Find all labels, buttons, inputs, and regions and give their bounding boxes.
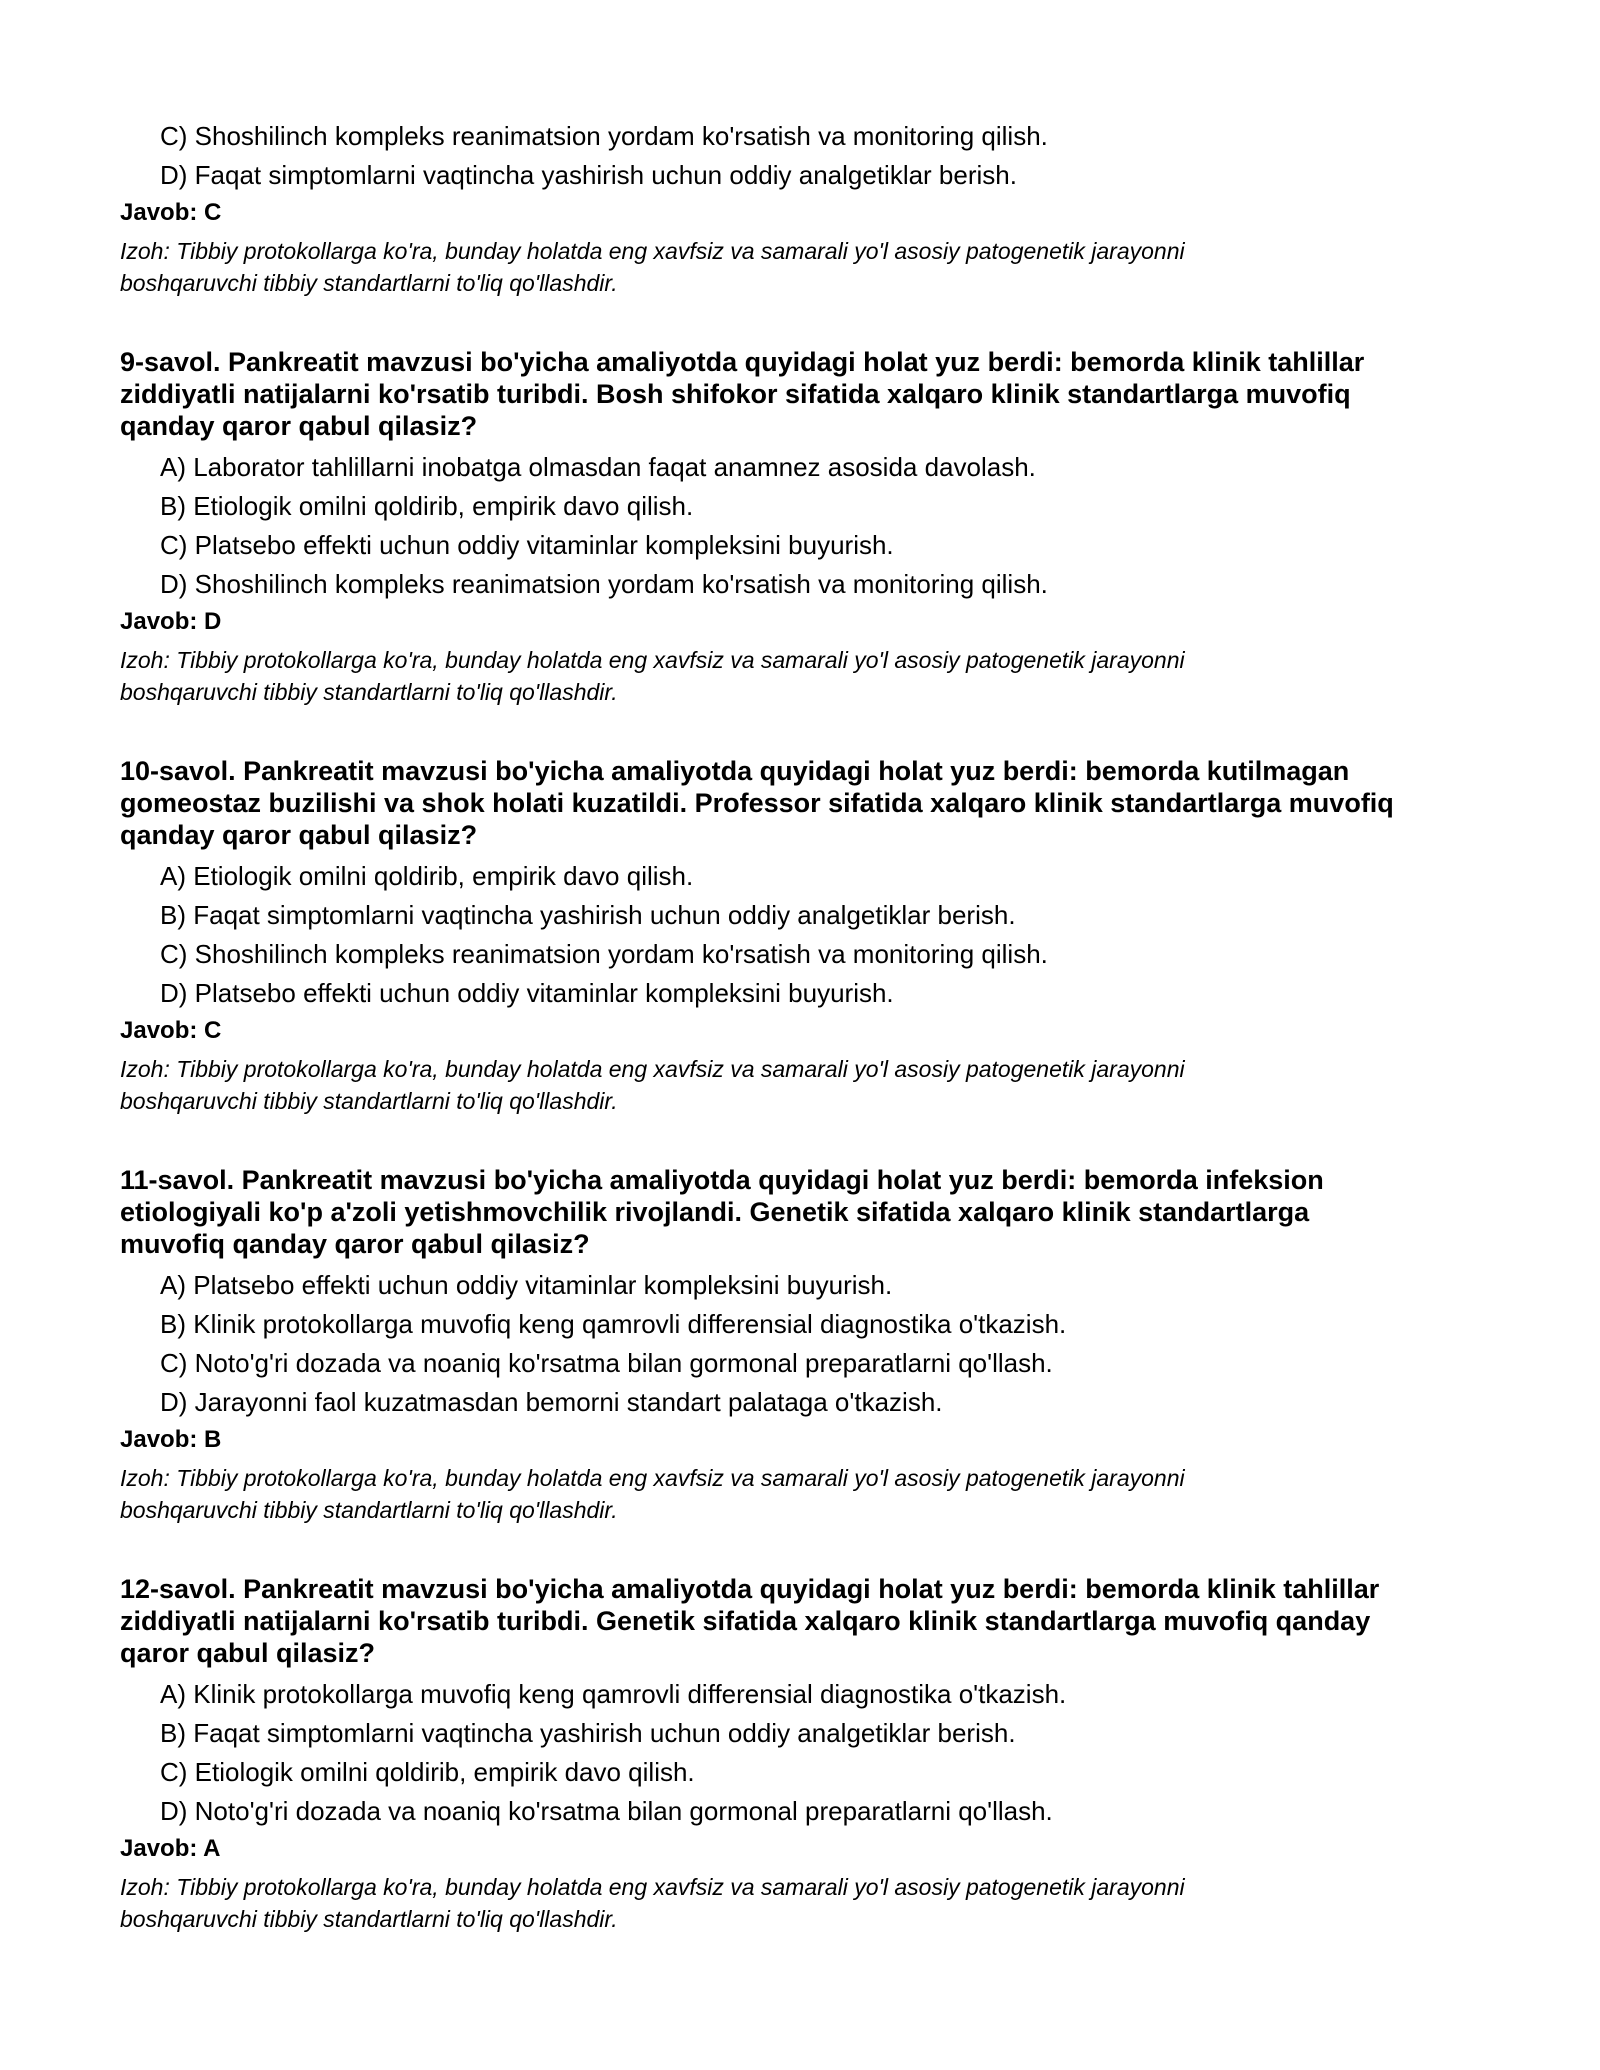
answer-label: Javob: A bbox=[120, 1835, 221, 1862]
option-b: B) Etiologik omilni qoldirib, empirik davo qilish. bbox=[160, 491, 694, 521]
note-line: Izoh: Tibbiy protokollarga ko'ra, bunday holatda eng xavfsiz va samarali yo'l asosiy patogenetik jarayonni bbox=[120, 647, 1185, 673]
question-line: qanday qaror qabul qilasiz? bbox=[120, 411, 478, 441]
question-11 bbox=[120, 1164, 1500, 1526]
option-b: B) Faqat simptomlarni vaqtincha yashirish uchun oddiy analgetiklar berish. bbox=[160, 900, 1016, 930]
note-line: Izoh: Tibbiy protokollarga ko'ra, bunday holatda eng xavfsiz va samarali yo'l asosiy patogenetik jarayonni bbox=[120, 238, 1185, 264]
question-line: gomeostaz buzilishi va shok holati kuzatildi. Professor sifatida xalqaro klinik standartlarga muvofiq bbox=[120, 788, 1394, 818]
option-c: C) Shoshilinch kompleks reanimatsion yordam ko'rsatish va monitoring qilish. bbox=[160, 939, 1048, 969]
question-line: qaror qabul qilasiz? bbox=[120, 1638, 376, 1668]
question-10 bbox=[120, 755, 1500, 1117]
note-line: Izoh: Tibbiy protokollarga ko'ra, bunday holatda eng xavfsiz va samarali yo'l asosiy patogenetik jarayonni bbox=[120, 1465, 1185, 1491]
note-line: boshqaruvchi tibbiy standartlarni to'liq qo'llashdir. bbox=[120, 1497, 618, 1523]
note-line: boshqaruvchi tibbiy standartlarni to'liq qo'llashdir. bbox=[120, 1088, 618, 1114]
option-b: B) Klinik protokollarga muvofiq keng qamrovli differensial diagnostika o'tkazish. bbox=[160, 1309, 1067, 1339]
question-line: 11-savol. Pankreatit mavzusi bo'yicha amaliyotda quyidagi holat yuz berdi: bemorda infeksion bbox=[120, 1165, 1324, 1195]
question-line: 12-savol. Pankreatit mavzusi bo'yicha amaliyotda quyidagi holat yuz berdi: bemorda klinik tahlillar bbox=[120, 1574, 1380, 1604]
question-text bbox=[120, 346, 1500, 442]
option-a: A) Platsebo effekti uchun oddiy vitaminlar kompleksini buyurish. bbox=[160, 1270, 893, 1300]
option-d: D) Shoshilinch kompleks reanimatsion yordam ko'rsatish va monitoring qilish. bbox=[160, 569, 1048, 599]
question-text bbox=[120, 1164, 1500, 1260]
option-list bbox=[120, 121, 1500, 190]
question-text bbox=[120, 1573, 1500, 1669]
option-d: D) Noto'g'ri dozada va noaniq ko'rsatma bilan gormonal preparatlarni qo'llash. bbox=[160, 1796, 1053, 1826]
answer-label: Javob: C bbox=[120, 1017, 222, 1044]
explanation-note bbox=[120, 1053, 1500, 1117]
option-c: C) Platsebo effekti uchun oddiy vitaminlar kompleksini buyurish. bbox=[160, 530, 894, 560]
answer-label: Javob: B bbox=[120, 1426, 222, 1453]
note-line: boshqaruvchi tibbiy standartlarni to'liq qo'llashdir. bbox=[120, 1906, 618, 1932]
option-a: A) Klinik protokollarga muvofiq keng qamrovli differensial diagnostika o'tkazish. bbox=[160, 1679, 1067, 1709]
explanation-note bbox=[120, 235, 1500, 299]
note-line: boshqaruvchi tibbiy standartlarni to'liq qo'llashdir. bbox=[120, 679, 618, 705]
explanation-note bbox=[120, 1871, 1500, 1935]
question-12 bbox=[120, 1573, 1500, 1935]
question-9 bbox=[120, 346, 1500, 708]
option-c: C) Noto'g'ri dozada va noaniq ko'rsatma bilan gormonal preparatlarni qo'llash. bbox=[160, 1348, 1053, 1378]
option-a: A) Etiologik omilni qoldirib, empirik davo qilish. bbox=[160, 861, 694, 891]
option-a: A) Laborator tahlillarni inobatga olmasdan faqat anamnez asosida davolash. bbox=[160, 452, 1036, 482]
question-8-continuation bbox=[120, 121, 1500, 299]
option-list bbox=[120, 1270, 1500, 1417]
question-line: ziddiyatli natijalarni ko'rsatib turibdi. Genetik sifatida xalqaro klinik standartlarga muvofiq qanday bbox=[120, 1606, 1371, 1636]
option-d: D) Platsebo effekti uchun oddiy vitaminlar kompleksini buyurish. bbox=[160, 978, 894, 1008]
question-line: 10-savol. Pankreatit mavzusi bo'yicha amaliyotda quyidagi holat yuz berdi: bemorda kutilmagan bbox=[120, 756, 1350, 786]
answer-label: Javob: C bbox=[120, 199, 222, 226]
question-line: 9-savol. Pankreatit mavzusi bo'yicha amaliyotda quyidagi holat yuz berdi: bemorda klinik tahlillar bbox=[120, 347, 1365, 377]
question-line: ziddiyatli natijalarni ko'rsatib turibdi. Bosh shifokor sifatida xalqaro klinik standartlarga muvofiq bbox=[120, 379, 1351, 409]
option-d: D) Faqat simptomlarni vaqtincha yashirish uchun oddiy analgetiklar berish. bbox=[160, 160, 1017, 190]
note-line: boshqaruvchi tibbiy standartlarni to'liq qo'llashdir. bbox=[120, 270, 618, 296]
option-c: C) Etiologik omilni qoldirib, empirik davo qilish. bbox=[160, 1757, 695, 1787]
explanation-note bbox=[120, 1462, 1500, 1526]
option-b: B) Faqat simptomlarni vaqtincha yashirish uchun oddiy analgetiklar berish. bbox=[160, 1718, 1016, 1748]
note-line: Izoh: Tibbiy protokollarga ko'ra, bunday holatda eng xavfsiz va samarali yo'l asosiy patogenetik jarayonni bbox=[120, 1056, 1185, 1082]
question-text bbox=[120, 755, 1500, 851]
answer-label: Javob: D bbox=[120, 608, 222, 635]
note-line: Izoh: Tibbiy protokollarga ko'ra, bunday holatda eng xavfsiz va samarali yo'l asosiy patogenetik jarayonni bbox=[120, 1874, 1185, 1900]
question-line: qanday qaror qabul qilasiz? bbox=[120, 820, 478, 850]
option-list bbox=[120, 861, 1500, 1008]
option-d: D) Jarayonni faol kuzatmasdan bemorni standart palataga o'tkazish. bbox=[160, 1387, 943, 1417]
option-list bbox=[120, 1679, 1500, 1826]
option-list bbox=[120, 452, 1500, 599]
explanation-note bbox=[120, 644, 1500, 708]
question-line: etiologiyali ko'p a'zoli yetishmovchilik rivojlandi. Genetik sifatida xalqaro klinik standartlarga bbox=[120, 1197, 1310, 1227]
option-c: C) Shoshilinch kompleks reanimatsion yordam ko'rsatish va monitoring qilish. bbox=[160, 121, 1048, 151]
question-line: muvofiq qanday qaror qabul qilasiz? bbox=[120, 1229, 590, 1259]
